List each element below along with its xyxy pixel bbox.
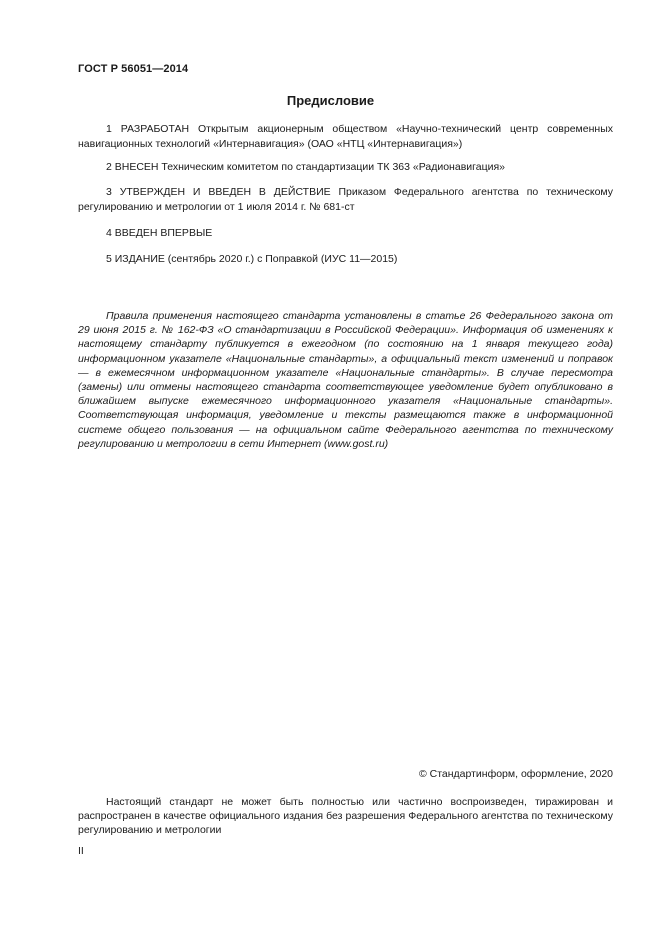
- foreword-item-1: 1 РАЗРАБОТАН Открытым акционерным обществом «Научно-технический центр современных навигационных технологий «Интернавигация» (ОАО «НТЦ «Интернавигация»): [78, 123, 613, 150]
- foreword-item-3: 3 УТВЕРЖДЕН И ВВЕДЕН В ДЕЙСТВИЕ Приказом Федерального агентства по техническому регулированию и метрологии от 1 июля 2014 г. № 681-ст: [78, 186, 613, 213]
- foreword-item-2: 2 ВНЕСЕН Техническим комитетом по стандартизации ТК 363 «Радионавигация»: [106, 161, 505, 173]
- foreword-item-4: 4 ВВЕДЕН ВПЕРВЫЕ: [106, 227, 213, 239]
- foreword-item-5: 5 ИЗДАНИЕ (сентябрь 2020 г.) с Поправкой (ИУС 11—2015): [106, 253, 398, 265]
- section-title: Предисловие: [286, 93, 375, 108]
- standard-code: ГОСТ Р 56051—2014: [78, 63, 189, 75]
- page-number: II: [78, 845, 84, 857]
- application-rules-notice: Правила применения настоящего стандарта установлены в статье 26 Федерального закона от 29 июня 2015 г. № 162-ФЗ «О стандартизации в Российской Федерации». Информация об изменениях к настоящему стандарту публикуется в ежегодном (по состоянию на 1 января текущего года) информационном указателе «Национальные стандарты», а официальный текст изменений и поправок — в ежемесячном информационном указателе «Национальные стандарты». В случае пересмотра (замены) или отмены настоящего стандарта соответствующее уведомление будет опубликовано в ближайшем выпуске ежемесячного информационного указателя «Национальные стандарты». Соответствующая информация, уведомление и тексты размещаются также в информационной системе общего пользования — на официальном сайте Федерального агентства по техническому регулированию и метрологии в сети Интернет (www.gost.ru): [78, 310, 613, 450]
- copyright-line: © Стандартинформ, оформление, 2020: [418, 768, 613, 780]
- reproduction-notice: Настоящий стандарт не может быть полностью или частично воспроизведен, тиражирован и распространен в качестве официального издания без разрешения Федерального агентства по техническому регулированию и метрологии: [78, 796, 613, 836]
